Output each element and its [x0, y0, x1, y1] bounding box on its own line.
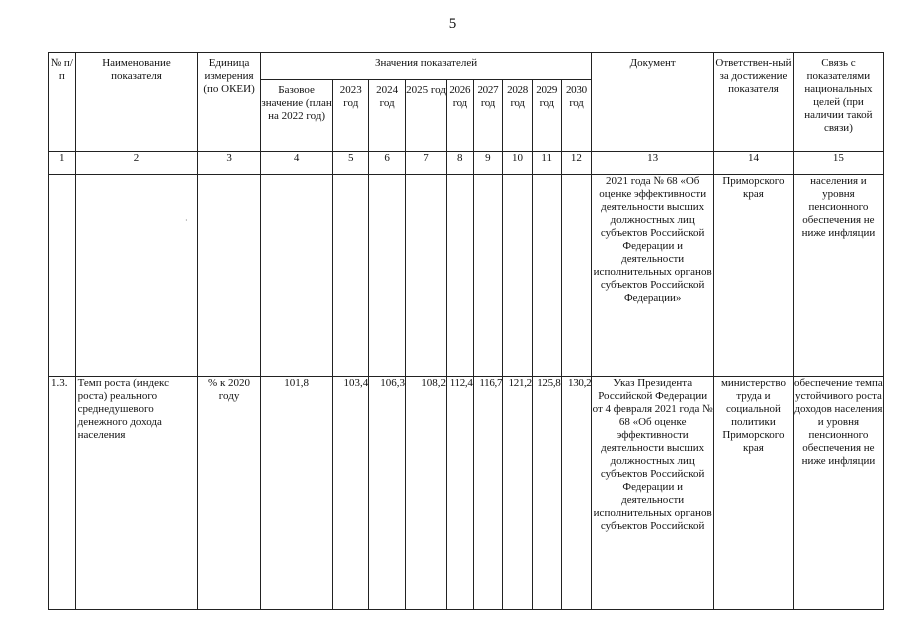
header-year-2023: 2023 год — [333, 80, 369, 152]
column-number: 10 — [503, 152, 533, 175]
cell-value-2030 — [561, 175, 592, 377]
cell-value-2029 — [532, 175, 561, 377]
column-number: 2 — [75, 152, 198, 175]
cell-value-2028 — [503, 175, 533, 377]
header-col-name: Наименование показателя — [75, 53, 198, 152]
table-row-continuation — [49, 175, 884, 377]
cell-value-2027: 116,7 — [473, 377, 503, 610]
cell-base — [260, 175, 333, 377]
scan-speck: · — [185, 216, 188, 225]
column-number: 4 — [260, 152, 333, 175]
cell-value-2029: 125,8 — [532, 377, 561, 610]
column-number: 14 — [714, 152, 794, 175]
cell-base: 101,8 — [260, 377, 333, 610]
page-number: 5 — [448, 16, 457, 32]
column-number: 1 — [49, 152, 76, 175]
cell-unit: % к 2020 году — [198, 377, 260, 610]
cell-document: Указ Президента Российской Федерации от 4 февраля 2021 года № 68 «Об оценке эффективности деятельности высших должностных лиц субъектов Российской Федерации и деятельности исполнительных органов субъектов Российской — [592, 377, 714, 610]
cell-value-2024: 106,3 — [369, 377, 406, 610]
cell-link: населения и уровня пенсионного обеспечения не ниже инфляции — [793, 175, 883, 377]
header-col-link: Связь с показателями национальных целей (при наличии такой связи) — [793, 53, 883, 152]
header-col-base: Базовое значение (план на 2022 год) — [260, 80, 333, 152]
column-number: 11 — [532, 152, 561, 175]
header-year-2029: 2029 год — [532, 80, 561, 152]
table-row-indicator-1-3 — [49, 377, 884, 610]
cell-value-2025 — [406, 175, 447, 377]
column-number: 7 — [406, 152, 447, 175]
header-values-group: Значения показателей — [260, 53, 592, 80]
column-number: 12 — [561, 152, 592, 175]
header-year-2024: 2024 год — [369, 80, 406, 152]
cell-value-2030: 130,2 — [561, 377, 592, 610]
header-year-2027: 2027 год — [473, 80, 503, 152]
cell-no: 1.3. — [49, 377, 76, 610]
cell-value-2023: 103,4 — [333, 377, 369, 610]
column-numbers-row — [49, 152, 884, 175]
cell-value-2023 — [333, 175, 369, 377]
cell-name — [75, 175, 198, 377]
header-year-2026: 2026 год — [446, 80, 473, 152]
header-col-unit: Единица измерения (по ОКЕИ) — [198, 53, 260, 152]
cell-value-2024 — [369, 175, 406, 377]
header-col-document: Документ — [592, 53, 714, 152]
cell-value-2027 — [473, 175, 503, 377]
column-number: 15 — [793, 152, 883, 175]
header-year-2028: 2028 год — [503, 80, 533, 152]
header-year-2030: 2030 год — [561, 80, 592, 152]
header-year-2025: 2025 год — [406, 80, 447, 152]
column-number: 5 — [333, 152, 369, 175]
column-number: 9 — [473, 152, 503, 175]
cell-name: Темп роста (индекс роста) реального среднедушевого денежного дохода населения — [75, 377, 198, 610]
column-number: 6 — [369, 152, 406, 175]
indicators-table — [48, 52, 884, 610]
cell-value-2028: 121,2 — [503, 377, 533, 610]
header-col-no: № п/п — [49, 53, 76, 152]
cell-document: 2021 года № 68 «Об оценке эффективности деятельности высших должностных лиц субъектов Российской Федерации и деятельности исполнительных органов субъектов Российской Федерации» — [592, 175, 714, 377]
cell-no — [49, 175, 76, 377]
cell-responsible: Приморского края — [714, 175, 794, 377]
column-number: 8 — [446, 152, 473, 175]
cell-responsible: министерство труда и социальной политики Приморского края — [714, 377, 794, 610]
cell-unit — [198, 175, 260, 377]
cell-value-2026 — [446, 175, 473, 377]
cell-value-2026: 112,4 — [446, 377, 473, 610]
header-row-1 — [49, 53, 884, 80]
column-number: 3 — [198, 152, 260, 175]
header-col-responsible: Ответствен-ный за достижение показателя — [714, 53, 794, 152]
cell-link: обеспечение темпа устойчивого роста доходов населения и уровня пенсионного обеспечения не ниже инфляции — [793, 377, 883, 610]
column-number: 13 — [592, 152, 714, 175]
cell-value-2025: 108,2 — [406, 377, 447, 610]
